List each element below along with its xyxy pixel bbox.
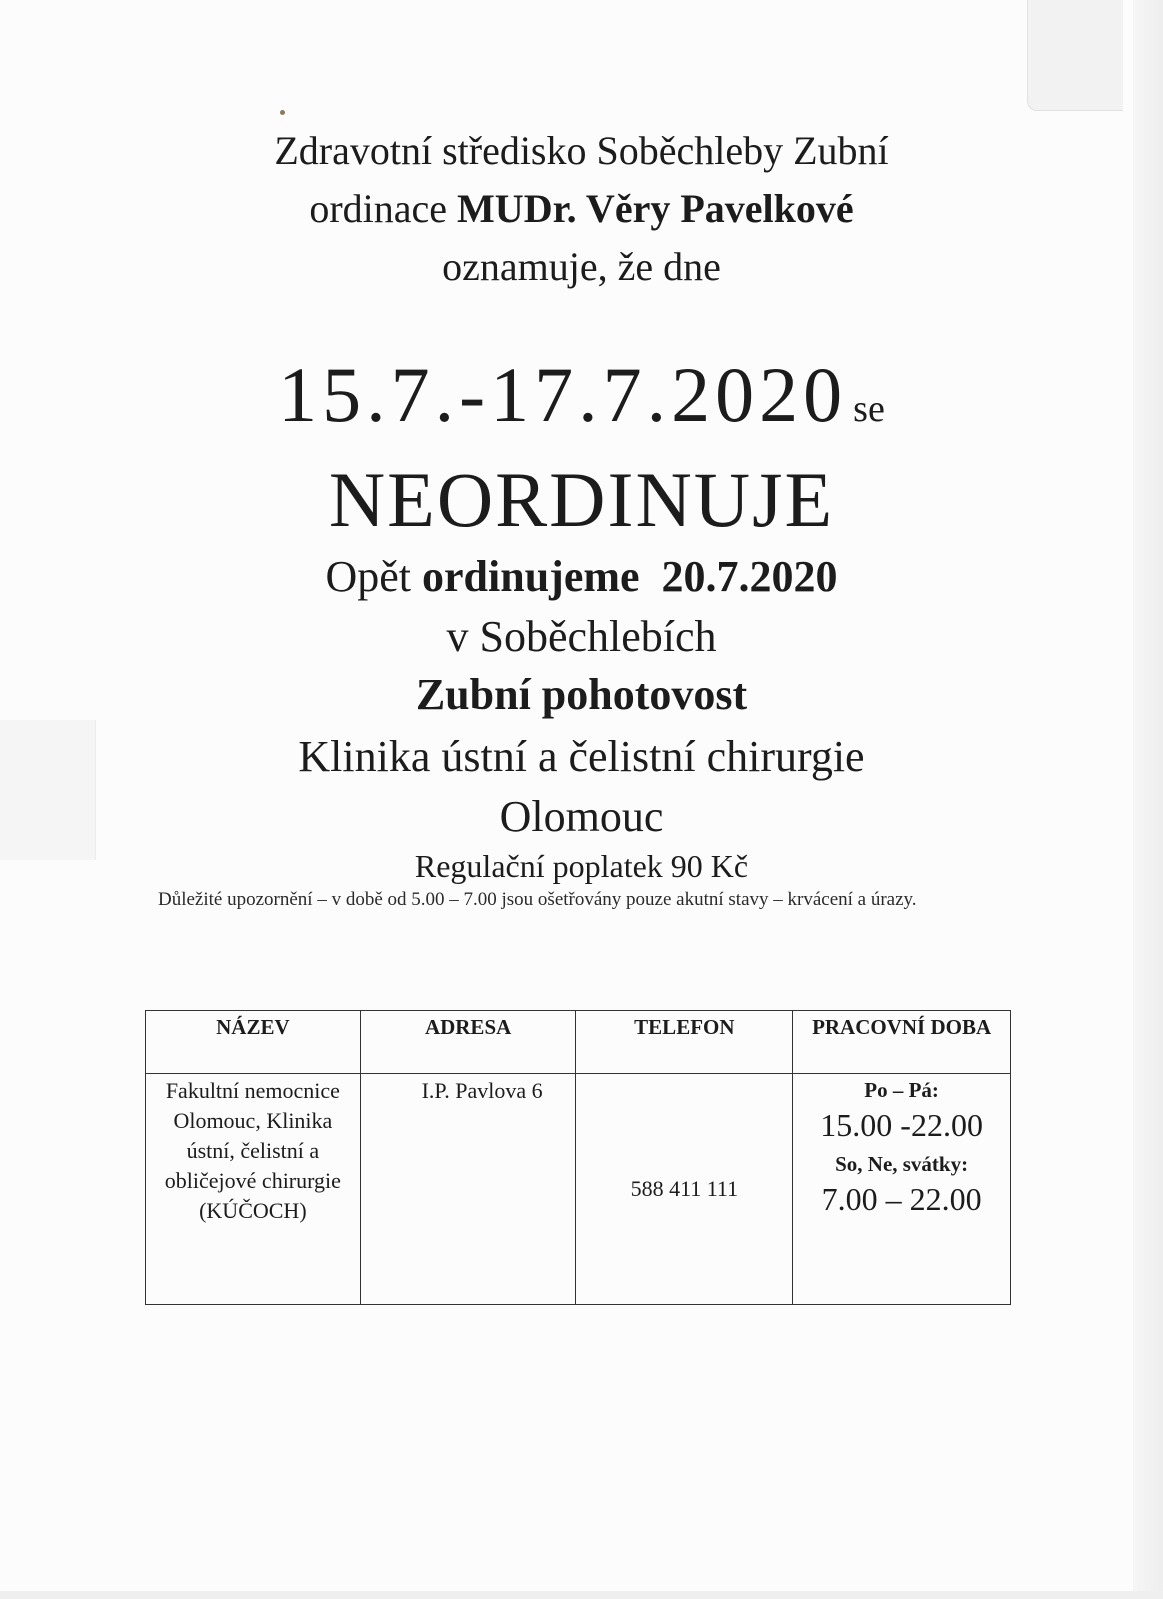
doctor-name: MUDr. Věry Pavelkové [457, 186, 854, 231]
reopen-date: ordinujeme 20.7.2020 [422, 552, 838, 601]
intro-line-1: Zdravotní středisko Soběchleby Zubní [274, 128, 889, 173]
intro-line-3: oznamuje, že dne [442, 244, 721, 289]
cell-hours [793, 1074, 1011, 1305]
emergency-table [145, 1010, 1011, 1305]
weekday-hours: 15.00 -22.00 [820, 1107, 983, 1143]
emergency-title: Zubní pohotovost [415, 670, 748, 719]
fee-text: Regulační poplatek 90 Kč [414, 848, 749, 884]
intro-line-2-prefix: ordinace [309, 186, 448, 231]
weekend-label: So, Ne, svátky: [835, 1152, 969, 1176]
date-suffix: se [853, 388, 885, 430]
reopen-line [0, 550, 1163, 604]
closed-heading: NEORDINUJE [328, 456, 835, 543]
closure-dates [0, 350, 1163, 454]
intro-text [0, 122, 1163, 296]
header-address: ADRESA [360, 1011, 576, 1074]
reopen-place: v Soběchlebích [446, 612, 717, 661]
ink-dot [280, 110, 285, 115]
scan-edge-bottom [0, 1591, 1163, 1599]
clinic-name: Klinika ústní a čelistní chirurgie [298, 732, 865, 781]
cell-phone: 588 411 111 [576, 1074, 793, 1305]
table-row [146, 1074, 1011, 1305]
clinic-city: Olomouc [499, 792, 664, 841]
table-header-row [146, 1011, 1011, 1074]
paper-corner-fold [1027, 0, 1123, 111]
weekday-label: Po – Pá: [864, 1078, 939, 1102]
weekend-hours: 7.00 – 22.00 [821, 1181, 982, 1217]
important-notice: Důležité upozornění – v době od 5.00 – 7.00 jsou ošetřovány pouze akutní stavy – krvácení a úrazy. [158, 889, 917, 910]
header-name: NÁZEV [146, 1011, 361, 1074]
header-phone: TELEFON [576, 1011, 793, 1074]
intro-line-2 [0, 180, 1163, 238]
cell-address: I.P. Pavlova 6 [360, 1074, 576, 1305]
reopen-prefix: Opět [325, 552, 411, 601]
date-range: 15.7.-17.7.2020 [278, 351, 848, 438]
header-hours: PRACOVNÍ DOBA [793, 1011, 1011, 1074]
cell-name: Fakultní nemocnice Olomouc, Klinika ústní, čelistní a obličejové chirurgie (KÚČOCH) [146, 1074, 361, 1305]
